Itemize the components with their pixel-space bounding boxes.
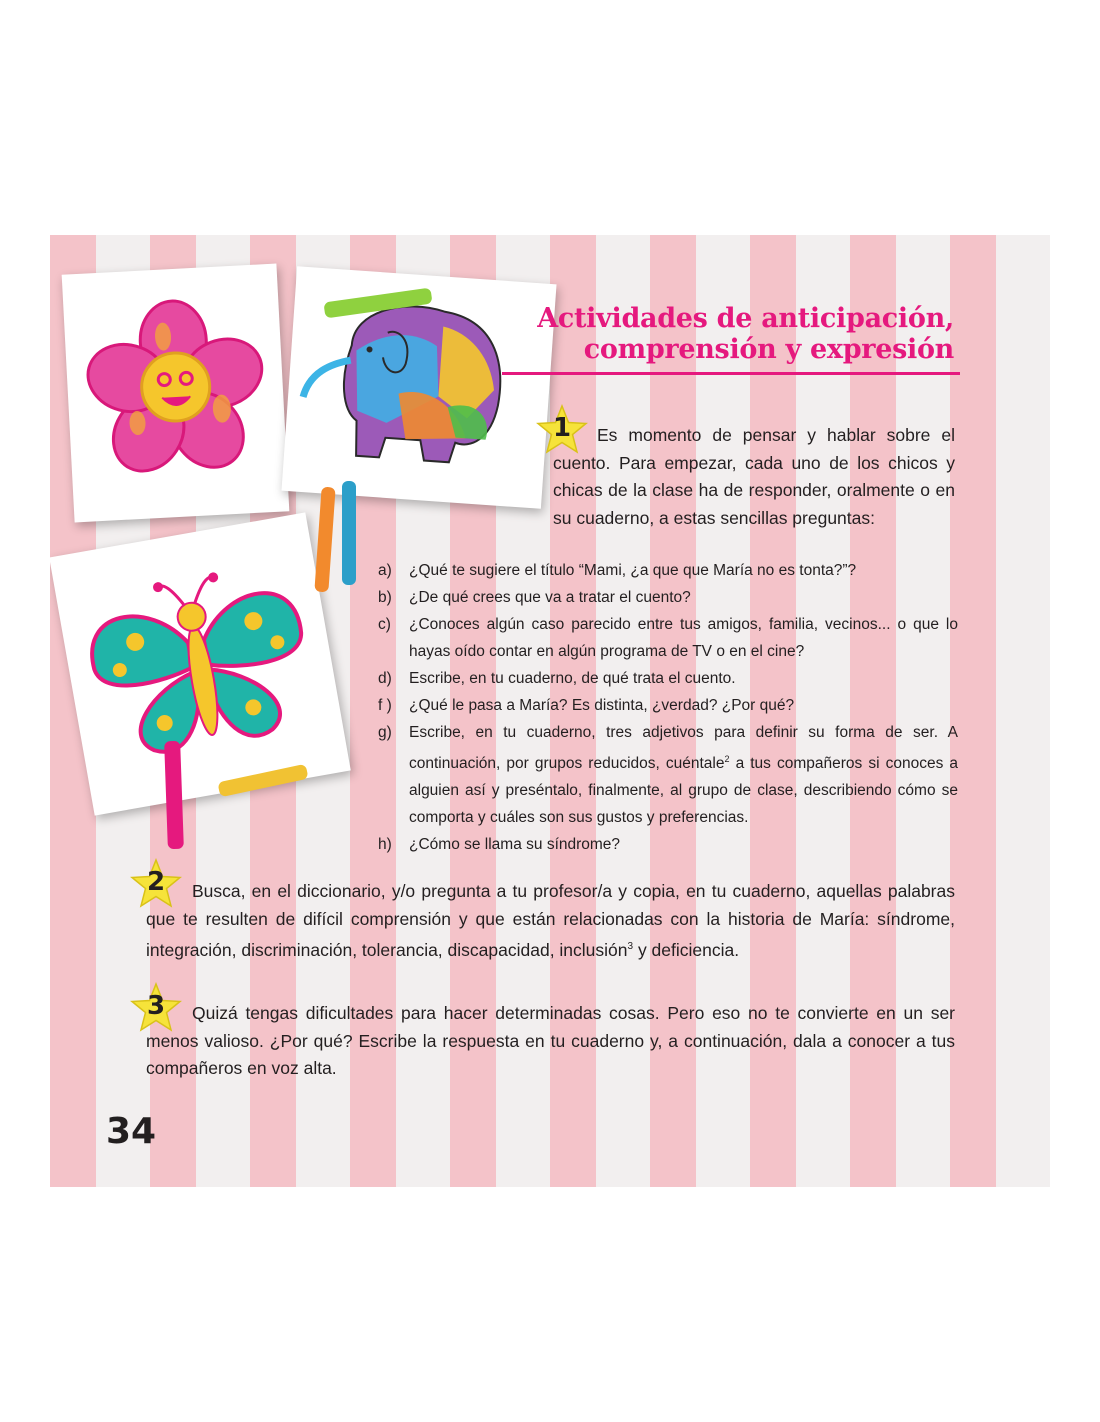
question-text: ¿Qué le pasa a María? Es distinta, ¿verdad? ¿Por qué? (409, 697, 795, 714)
footnote-ref: 3 (627, 941, 634, 952)
footnote-ref: 2 (724, 754, 730, 764)
question-item (378, 665, 958, 692)
heading-line-1: Actividades de anticipación, (537, 303, 954, 334)
question-letter: g) (378, 724, 392, 741)
question-text: ¿Cómo se llama su síndrome? (409, 836, 621, 854)
question-item (378, 557, 958, 584)
question-text: ¿Qué te sugiere el título “Mami, ¿a que que María no es tonta?”? (409, 562, 857, 579)
heading-underline (502, 372, 960, 375)
book-page (50, 235, 1050, 1187)
orange-crayon (314, 487, 335, 593)
question-list (378, 557, 958, 858)
activity-1-text: Es momento de pensar y hablar sobre el cuento. Para empezar, cada uno de los chicos y chicas de la clase ha de responder, oralmente o en su cuaderno, a estas sencillas preguntas: (553, 425, 955, 528)
question-item (378, 584, 958, 611)
page-number: 34 (106, 1111, 157, 1152)
activity-2-text-part: y deficiencia. (633, 939, 740, 960)
question-item (378, 611, 958, 665)
activity-1-number: 1 (552, 413, 572, 443)
question-item (378, 719, 958, 831)
question-letter: d) (378, 670, 392, 687)
question-letter: a) (378, 562, 392, 579)
question-letter: b) (378, 589, 392, 606)
question-text-part: Escribe, en tu cuaderno, tres adjetivos para definir su forma de ser. A continuación, por grupos reducidos, cuéntale (409, 724, 958, 773)
flower-drawing (62, 264, 290, 523)
question-text-part: a tus compañeros si conoces a alguien así y preséntalo, finalmente, al grupo de clase, describiendo cómo se comporta y cuáles son sus gustos y preferencias. (409, 755, 959, 827)
question-text: ¿De qué crees que va a tratar el cuento? (409, 589, 691, 606)
question-letter: h) (378, 836, 392, 854)
activity-2-number: 2 (146, 867, 166, 897)
activity-2-text-part: Busca, en el diccionario, y/o pregunta a tu profesor/a y copia, en tu cuaderno, aquellas palabras que te resulten de difícil comprensión y que están relacionadas con la historia de María: síndrome, integración, discriminación, tolerancia, discapacidad, inclusión (146, 881, 955, 960)
question-letter: c) (378, 616, 391, 633)
blue-crayon (342, 481, 356, 585)
heading-line-2: comprensión y expresión (583, 334, 954, 365)
question-text (409, 719, 958, 831)
activity-3-text: Quizá tengas dificultades para hacer determinadas cosas. Pero eso no te convierte en un ser menos valioso. ¿Por qué? Escribe la respuesta en tu cuaderno y, a continuación, dala a conocer a tus compañeros en voz alta. (146, 1003, 955, 1078)
question-text: ¿Conoces algún caso parecido entre tus amigos, familia, vecinos... o que lo hayas oído contar en algún programa de TV o en el cine? (409, 616, 958, 660)
question-item (378, 831, 958, 858)
section-heading (537, 303, 954, 365)
activity-3-number: 3 (146, 991, 166, 1021)
activity-2-text (146, 878, 955, 964)
question-letter: f ) (378, 697, 392, 714)
question-text: Escribe, en tu cuaderno, de qué trata el cuento. (409, 670, 736, 687)
question-item (378, 692, 958, 719)
